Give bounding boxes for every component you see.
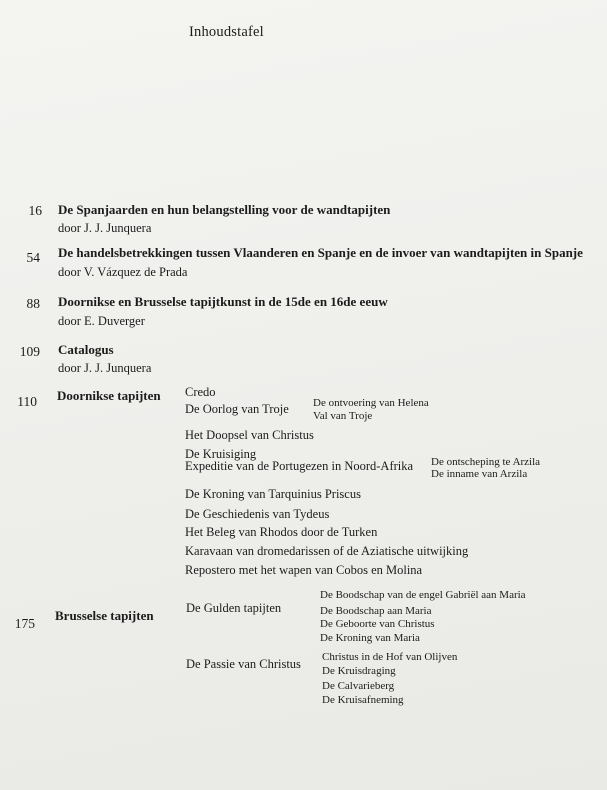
catalogue-subitem: De Kruisafneming xyxy=(322,694,404,706)
entry-title: Catalogus xyxy=(58,342,114,357)
section-title: Brusselse tapijten xyxy=(55,608,154,623)
catalogue-item: Het Beleg van Rhodos door de Turken xyxy=(185,525,378,539)
catalogue-item: Repostero met het wapen van Cobos en Molina xyxy=(185,563,423,577)
entry-author: door J. J. Junquera xyxy=(58,361,152,375)
entry-page-number: 54 xyxy=(26,250,40,265)
entry-page-number: 16 xyxy=(28,203,42,218)
entry-page-number: 88 xyxy=(26,296,40,311)
entry-author: door V. Vázquez de Prada xyxy=(58,265,188,279)
catalogue-item: Expeditie van de Portugezen in Noord-Afrika xyxy=(185,459,414,473)
entry-title: De Spanjaarden en hun belangstelling voor de wandtapijten xyxy=(58,202,391,217)
catalogue-subitem: De Calvarieberg xyxy=(322,680,395,692)
catalogue-subitem: De inname van Arzila xyxy=(431,468,528,480)
catalogue-item: De Kruisiging xyxy=(185,447,257,461)
catalogue-subitem: De Boodschap aan Maria xyxy=(320,605,432,617)
page-heading: Inhoudstafel xyxy=(189,24,264,40)
catalogue-subitem: De Kruisdraging xyxy=(322,665,396,677)
catalogue-subitem: De ontscheping te Arzila xyxy=(431,456,541,468)
catalogue-subitem: De Kroning van Maria xyxy=(320,632,420,644)
section-page-number: 175 xyxy=(14,616,35,631)
entry-author: door E. Duverger xyxy=(58,314,145,328)
catalogue-item: De Kroning van Tarquinius Priscus xyxy=(185,487,361,501)
catalogue-subitem: Val van Troje xyxy=(313,410,373,422)
catalogue-item: De Passie van Christus xyxy=(186,657,301,671)
section-title: Doornikse tapijten xyxy=(57,388,161,403)
catalogue-item: Het Doopsel van Christus xyxy=(185,428,314,442)
catalogue-item: Credo xyxy=(185,385,216,399)
catalogue-subitem: De ontvoering van Helena xyxy=(313,397,429,409)
entry-page-number: 109 xyxy=(19,344,40,359)
catalogue-subitem: De Boodschap van de engel Gabriël aan Maria xyxy=(320,589,526,601)
catalogue-item: De Oorlog van Troje xyxy=(185,402,289,416)
catalogue-item: De Gulden tapijten xyxy=(186,601,282,615)
entry-author: door J. J. Junquera xyxy=(58,221,152,235)
catalogue-item: De Geschiedenis van Tydeus xyxy=(185,507,330,521)
catalogue-item: Karavaan van dromedarissen of de Aziatische uitwijking xyxy=(185,544,469,558)
catalogue-subitem: Christus in de Hof van Olijven xyxy=(322,651,458,663)
section-page-number: 110 xyxy=(17,394,37,409)
catalogue-subitem: De Geboorte van Christus xyxy=(320,618,435,630)
entry-title: De handelsbetrekkingen tussen Vlaanderen en Spanje en de invoer van wandtapijten in Spanje xyxy=(58,245,583,260)
entry-title: Doornikse en Brusselse tapijtkunst in de 15de en 16de eeuw xyxy=(58,294,388,309)
